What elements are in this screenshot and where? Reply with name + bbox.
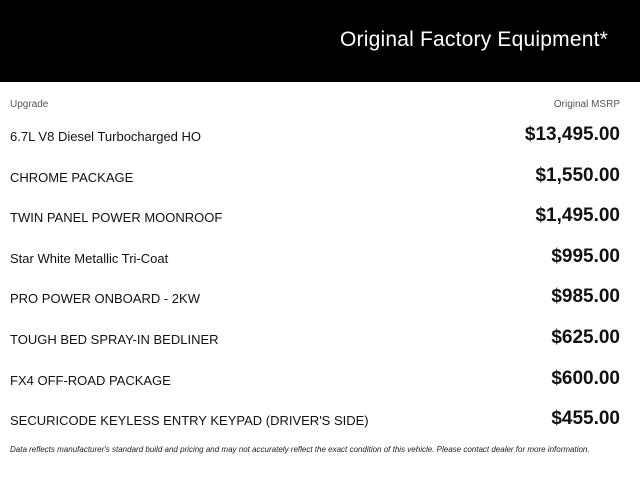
- disclaimer-text: Data reflects manufacturer's standard build and pricing and may not accurately reflect the exact condition of this vehicle. Please contact dealer for more information.: [10, 445, 590, 454]
- header-bar: [0, 0, 640, 82]
- item-name: TWIN PANEL POWER MOONROOF: [10, 210, 223, 226]
- list-item: [0, 156, 640, 197]
- list-item: [0, 359, 640, 400]
- list-item: [0, 115, 640, 156]
- item-price: $13,495.00: [524, 124, 620, 145]
- item-name: Star White Metallic Tri-Coat: [10, 250, 169, 266]
- item-price: $600.00: [551, 367, 620, 389]
- item-name: PRO POWER ONBOARD - 2KW: [10, 291, 200, 307]
- item-price: $1,550.00: [535, 164, 620, 186]
- column-headers: [0, 99, 640, 113]
- item-price: $625.00: [551, 326, 620, 348]
- column-header-upgrade: Upgrade: [10, 99, 49, 110]
- item-price: $1,495.00: [535, 205, 620, 227]
- item-price: $455.00: [551, 408, 620, 430]
- list-item: [0, 318, 640, 359]
- page-title: Original Factory Equipment*: [339, 28, 608, 51]
- item-name: 6.7L V8 Diesel Turbocharged HO: [10, 129, 202, 144]
- item-name: FX4 OFF-ROAD PACKAGE: [10, 372, 171, 388]
- equipment-list: [0, 115, 640, 440]
- list-item: [0, 237, 640, 278]
- column-header-msrp: Original MSRP: [553, 99, 620, 110]
- list-item: [0, 196, 640, 237]
- list-item: [0, 399, 640, 440]
- item-name: SECURICODE KEYLESS ENTRY KEYPAD (DRIVER'S SIDE): [10, 413, 369, 429]
- list-item: [0, 277, 640, 318]
- item-price: $985.00: [551, 286, 620, 308]
- item-name: TOUGH BED SPRAY-IN BEDLINER: [10, 331, 219, 347]
- item-name: CHROME PACKAGE: [10, 169, 134, 185]
- item-price: $995.00: [551, 245, 620, 267]
